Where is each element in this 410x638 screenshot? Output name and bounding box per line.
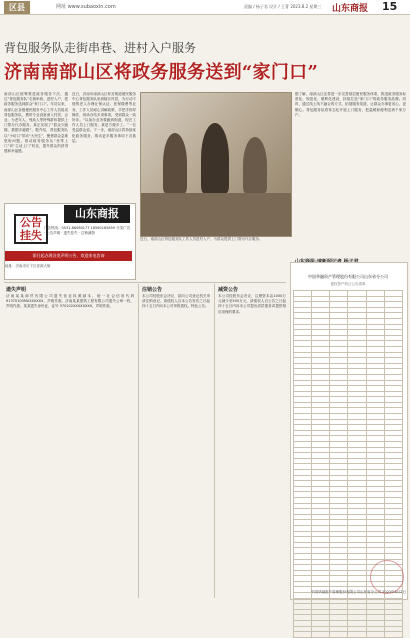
article-subhead: 背包服务队走街串巷、进村入户服务 <box>4 41 197 55</box>
article-column-3: 据了解，南部山区还将进一步完善基层便民服务体系，推进政务服务标准化、规范化、便利化建设，持续打造“家门口”的政务服务品牌。同时，通过线上线下融合的方式，拓展服务渠道，让群众办事更省心、更顺心。背包服务队将常态化开展上门服务，把温暖和便利送到千家万户。 <box>295 92 406 117</box>
notice-text-mid: 本公司经股东会决议，拟向公司登记机关申请注销登记，请债权人自本公告发布之日起四十五日内向本公司申报债权。特此公告。 <box>142 294 210 309</box>
table-row <box>294 632 403 638</box>
column-divider <box>138 284 139 598</box>
photo-person <box>163 133 187 193</box>
column-divider <box>214 284 215 598</box>
table-cell <box>366 632 384 638</box>
table-title: 中国华融资产管理股份有限公司山东省分公司 <box>308 274 388 279</box>
masthead: 山东商报 <box>332 4 369 14</box>
table-cell <box>312 632 330 638</box>
ad-label: 公告 挂失 <box>14 214 48 244</box>
notice-text-left: 济南某某商贸有限公司遗失营业执照副本，统一社会信用代码 91370100MA3XXXXX，声明作废。济南某某建筑工程有限公司遗失公章一枚，声明作废。某某遗失身份证，证号 370102XXXXXXXX，声明作废。 <box>6 294 134 309</box>
photo-table <box>141 193 291 236</box>
page-header <box>0 0 410 15</box>
ad-cta-banner: 即日起办理各类声明公告，欢迎来电咨询 <box>5 251 132 261</box>
ad-address: 地址：济南市历下区泺源大街 <box>5 264 51 268</box>
photo-person <box>243 137 267 193</box>
ad-contact-lines: 广告热线：0531-86060177 18560165859 分类广告 · 公告声明 · 遗失挂失 · 注销减资 <box>44 226 131 235</box>
photo-caption: 近日，南部山区背包服务队工作人员进村入户，为群众提供上门帮办代办服务。 <box>140 237 263 241</box>
section-badge: 区县 <box>4 1 30 14</box>
divider <box>4 282 286 283</box>
notice-title-left: 遗失声明 <box>6 287 27 293</box>
photo-person <box>201 123 229 193</box>
table-cell <box>384 632 402 638</box>
table-footer: 中国华融资产管理股份有限公司山东省分公司 2023年8月2日 <box>311 590 406 594</box>
notice-text-right: 本公司经股东会决议，注册资本由1000万元减少至500万元，请债权人自公告之日起四十五日内向本公司提出清偿债务或提供相应担保的要求。 <box>218 294 286 314</box>
ad-brand: 山东商报 <box>64 205 130 223</box>
article-column-1: 南部山区统筹推进政务服务下沉，通过“背包服务队”走街串巷、进村入户，把政务服务送到群众“家门口”。年初以来，南部山区各级便民服务中心工作人员组成背包服务队，携带专业设备深入村居、企业，为老年人、残疾人等特殊群体提供上门帮办代办服务，真正实现了“群众少跑腿、数据多跑路”。据介绍，背包服务队以“小切口”带动“大民生”，聚焦群众急难愁盼问题，推动政务服务从“坐等上门”向“主动上门”转变，提升群众的获得感和幸福感。 <box>4 92 68 154</box>
notice-title-right: 减资公告 <box>218 287 239 293</box>
notice-title-mid: 注销公告 <box>142 287 163 293</box>
table-subtitle: 债权资产转让公告清单 <box>330 282 366 286</box>
table-cell <box>294 632 312 638</box>
page-number: 15 <box>382 0 398 13</box>
article-headline: 济南南部山区将政务服务送到“家门口” <box>4 62 319 83</box>
table-cell <box>330 632 348 638</box>
table-cell <box>348 632 366 638</box>
official-seal <box>370 560 404 594</box>
article-photo <box>140 92 292 237</box>
article-column-2: 近日，济南市南部山区仲宫街道便民服务中心背包服务队来到辖区村居，为行动不便的老人办理社保认证、医保缴费等业务。工作人员耐心讲解政策，手把手指导操作，现场办结多项事项，受到群众一致好评。“以前办业务要跑到街道，现在工作人员上门服务，真是方便多了。”一位受益群众说。下一步，南部山区将持续优化政务服务，推动更多服务事项下沉基层。 <box>72 92 136 143</box>
site-url: 网址 www.subaoxin.com <box>56 4 116 10</box>
publish-info: 责编 / 杨子君 设计 / 王菁 2023.8.2 星期三 <box>244 4 322 9</box>
